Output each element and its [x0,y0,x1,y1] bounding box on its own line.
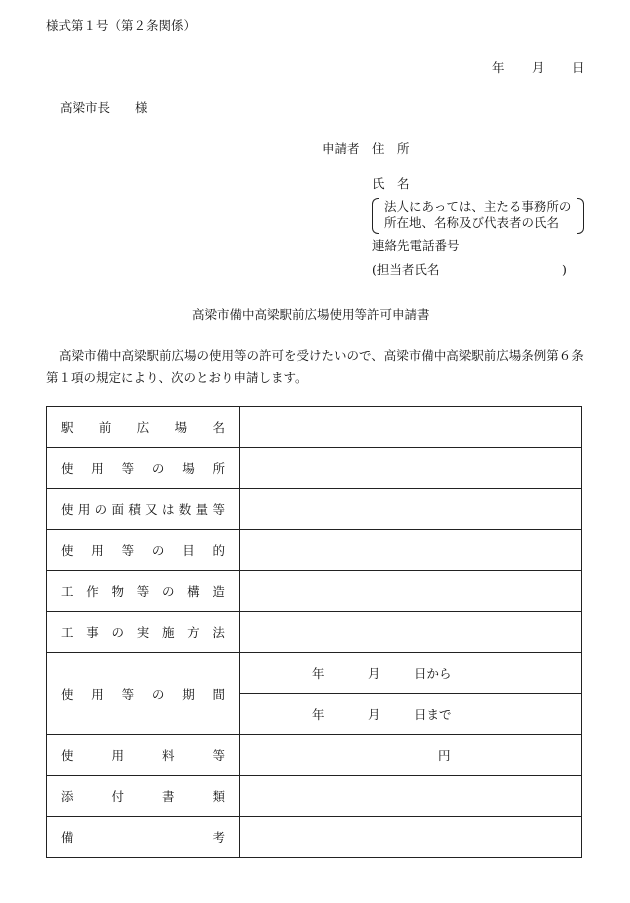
corporate-note-line1: 法人にあっては、主たる事務所の [384,199,572,214]
table-row [47,735,582,776]
field-purpose[interactable] [240,530,582,571]
label-text: 使 用 等 の 目 的 [61,543,225,558]
row-label-fee [47,735,240,776]
contact-person-close: ) [562,262,567,277]
to-month: 月 [368,707,381,722]
label-text: 使 用 等 の 場 所 [61,461,225,476]
from-year: 年 [312,666,325,681]
field-period-from[interactable] [240,653,582,694]
field-fee[interactable] [240,735,582,776]
label-text: 備 考 [61,830,225,845]
field-attachments[interactable] [240,776,582,817]
date-line [492,60,585,76]
table-row [47,407,582,448]
row-label-plaza-name [47,407,240,448]
to-day: 日まで [414,707,452,722]
row-label-location [47,448,240,489]
table-row [47,817,582,858]
table-row [47,612,582,653]
contact-person-label: (担当者氏名 [372,262,440,277]
field-period-to[interactable] [240,694,582,735]
document-body: 高梁市備中高梁駅前広場の使用等の許可を受けたいので、高梁市備中高梁駅前広場条例第６条第１項の規定により、次のとおり申請します。 [46,348,584,385]
row-label-purpose [47,530,240,571]
right-bracket [577,198,584,234]
period-to [240,705,581,723]
corporate-note-line2: 所在地、名称及び代表者の氏名 [384,215,560,230]
address-label: 住 所 [372,141,410,156]
label-text: 添 付 書 類 [61,789,225,804]
application-table [46,406,582,858]
name-label: 氏 名 [372,176,410,191]
row-label-structure [47,571,240,612]
field-structure[interactable] [240,571,582,612]
row-label-remarks [47,817,240,858]
from-day: 日から [414,666,452,681]
from-month: 月 [368,666,381,681]
label-text: 使 用 等 の 期 間 [61,686,225,702]
corporate-note-text [384,199,571,231]
field-method[interactable] [240,612,582,653]
field-remarks[interactable] [240,817,582,858]
row-label-period [47,653,240,735]
document-title: 高梁市備中高梁駅前広場使用等許可申請書 [192,307,430,322]
field-area[interactable] [240,489,582,530]
label-text: 工 作 物 等 の 構 造 [61,584,225,599]
fee-unit: 円 [438,748,451,763]
table-row [47,653,582,694]
date-month: 月 [532,60,545,75]
table-row [47,776,582,817]
table-row [47,571,582,612]
form-number: 様式第１号（第２条関係） [46,18,197,33]
field-location[interactable] [240,448,582,489]
row-label-area [47,489,240,530]
period-from [240,664,581,682]
to-year: 年 [312,707,325,722]
label-text: 駅 前 広 場 名 [61,420,225,435]
corporate-note [372,198,584,234]
table-row [47,530,582,571]
table-row [47,489,582,530]
table-row [47,448,582,489]
applicant-label: 申請者 [322,141,360,156]
label-text: 使 用 の 面 積 又 は 数 量 等 [61,502,225,517]
label-text: 使 用 料 等 [61,748,225,763]
phone-label: 連絡先電話番号 [372,238,460,253]
left-bracket [372,198,379,234]
label-text: 工 事 の 実 施 方 法 [61,625,225,640]
date-day: 日 [572,60,585,75]
addressee: 高梁市長 様 [60,100,148,115]
row-label-method [47,612,240,653]
date-year: 年 [492,60,505,75]
field-plaza-name[interactable] [240,407,582,448]
row-label-attachments [47,776,240,817]
